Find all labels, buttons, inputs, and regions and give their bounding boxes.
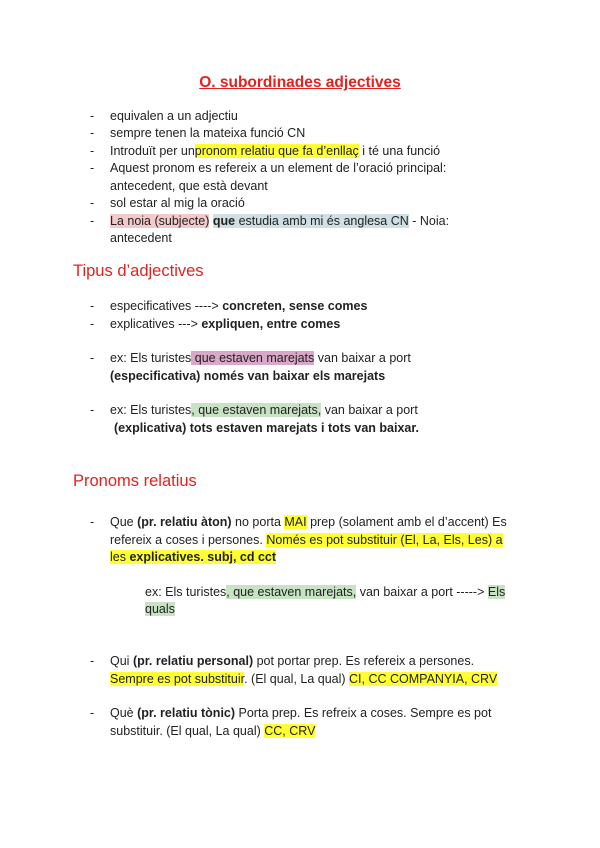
highlight: Els: [487, 585, 506, 599]
list-item: especificatives ----> concreten, sense comes: [110, 299, 368, 313]
list-item: sol estar al mig la oració: [110, 196, 245, 210]
page-title: O. subordinades adjectives: [199, 74, 401, 91]
example-explanation: (especificativa) només van baixar els marejats: [110, 369, 386, 383]
list-item-continuation: [110, 549, 276, 566]
list-item: Aquest pronom es refereix a un element de l’oració principal:: [110, 161, 447, 175]
highlight: quals: [145, 602, 175, 616]
bullet-dash: -: [90, 317, 95, 331]
list-item: La noia (subjecte) que estudia amb mi és anglesa CN - Noia:: [110, 214, 450, 228]
list-item: Qui (pr. relatiu personal) pot portar prep. Es refereix a persones.: [110, 654, 475, 668]
bullet-dash: -: [90, 109, 95, 123]
highlight: , que estaven marejats,: [226, 585, 357, 599]
bullet-dash: -: [90, 144, 95, 158]
list-item: Introduït per unpronom relatiu que fa d’enllaç i té una funció: [110, 144, 441, 158]
bullet-dash: -: [90, 196, 95, 210]
highlight: CI, CC COMPANYIA, CRV: [349, 672, 498, 686]
list-item-continuation: antecedent, que està devant: [110, 179, 268, 193]
highlight: Sempre es pot substituir: [110, 672, 245, 686]
list-item-continuation: refereix a coses i persones. Només es pot substituir (El, La, Els, Les) a: [110, 533, 503, 547]
list-item-continuation: antecedent: [110, 231, 172, 245]
highlight: que estaven marejats: [191, 351, 315, 365]
highlight-subject: La noia (subjecte): [110, 214, 210, 228]
section-heading-tipus: Tipus d’adjectives: [73, 262, 204, 280]
bullet-dash: -: [90, 706, 95, 720]
bullet-dash: -: [90, 403, 95, 417]
highlight: , que estaven marejats,: [191, 403, 322, 417]
list-item-continuation: Sempre es pot substituir. (El qual, La qual) CI, CC COMPANYIA, CRV: [110, 672, 498, 686]
bullet-dash: -: [90, 654, 95, 668]
example-line: ex: Els turistes, que estaven marejats, van baixar a port: [110, 403, 418, 417]
list-item: explicatives ---> expliquen, entre comes: [110, 317, 341, 331]
highlight: pronom relatiu que fa d’enllaç: [194, 144, 359, 158]
bullet-dash: -: [90, 161, 95, 175]
list-item: Què (pr. relatiu tònic) Porta prep. Es refreix a coses. Sempre es pot: [110, 706, 492, 720]
highlight: MAI: [284, 515, 307, 529]
highlight-clause: que estudia amb mi és anglesa CN: [212, 214, 409, 228]
list-item: sempre tenen la mateixa funció CN: [110, 126, 306, 140]
list-item-continuation: substituir. (El qual, La qual) CC, CRV: [110, 724, 316, 738]
list-item: equivalen a un adjectiu: [110, 109, 238, 123]
bullet-dash: -: [90, 515, 95, 529]
example-line: ex: Els turistes, que estaven marejats, van baixar a port -----> Els: [145, 585, 506, 599]
bullet-dash: -: [90, 299, 95, 313]
example-explanation: (explicativa) tots estaven marejats i tots van baixar.: [114, 421, 419, 435]
list-item: Que (pr. relatiu àton) no porta MAI prep (solament amb el d’accent) Es: [110, 515, 507, 529]
example-line: ex: Els turistes que estaven marejats van baixar a port: [110, 351, 411, 365]
highlight: les explicatives. subj, cd cct: [110, 550, 277, 564]
section-heading-pronoms: Pronoms relatius: [73, 472, 197, 490]
bullet-dash: -: [90, 351, 95, 365]
bullet-dash: -: [90, 214, 95, 228]
highlight: CC, CRV: [264, 724, 316, 738]
bullet-dash: -: [90, 126, 95, 140]
highlight: Només es pot substituir (El, La, Els, Les) a: [266, 533, 503, 547]
example-line-continuation: [145, 601, 175, 618]
